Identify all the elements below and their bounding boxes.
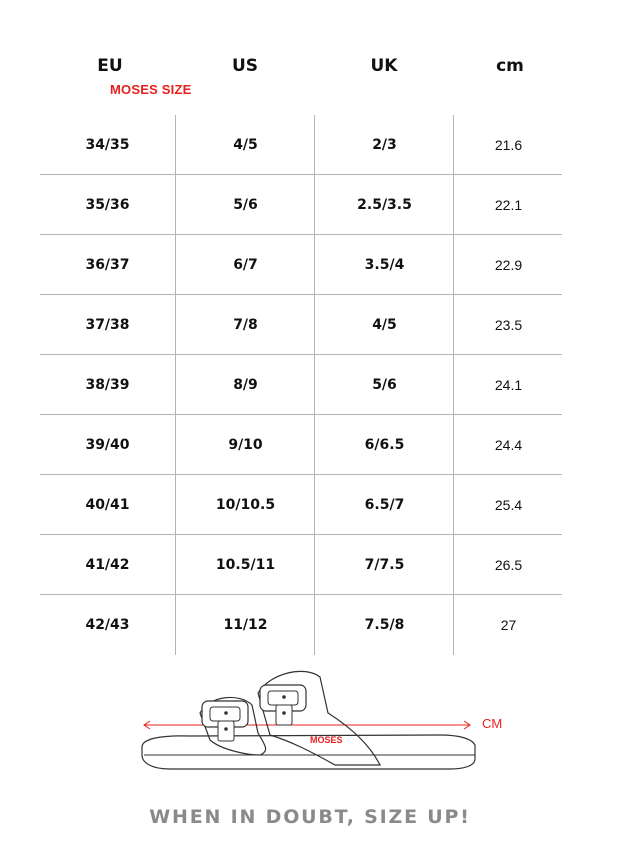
cell-eu: 36/37 (85, 256, 130, 273)
cell-uk: 4/5 (314, 295, 454, 354)
table-row (40, 595, 562, 655)
cell-cm: 22.9 (453, 235, 563, 294)
cell-eu: 38/39 (85, 376, 130, 393)
cell-us: 5/6 (175, 175, 315, 234)
cell-uk: 2.5/3.5 (314, 175, 454, 234)
cell-us: 7/8 (175, 295, 315, 354)
cell-cm: 24.1 (453, 355, 563, 414)
cell-eu: 42/43 (85, 617, 130, 633)
header-uk: UK (370, 56, 398, 76)
table-row (40, 115, 562, 175)
size-advice-note: WHEN IN DOUBT, SIZE UP! (149, 806, 471, 828)
table-row (40, 355, 562, 415)
moses-brand-mark: MOSES (310, 735, 343, 745)
cell-uk: 7.5/8 (314, 595, 454, 655)
cell-uk: 6.5/7 (314, 475, 454, 534)
table-row (40, 475, 562, 535)
cell-eu: 34/35 (85, 136, 130, 153)
table-row (40, 295, 562, 355)
table-row (40, 175, 562, 235)
cell-cm: 27 (453, 595, 563, 655)
cell-us: 10.5/11 (175, 535, 315, 594)
cell-cm: 23.5 (453, 295, 563, 354)
cell-us: 9/10 (175, 415, 315, 474)
sandal-icon (130, 655, 510, 785)
moses-size-subtitle: MOSES SIZE (110, 82, 192, 97)
size-table (40, 115, 562, 655)
cell-cm: 26.5 (453, 535, 563, 594)
header-us: US (231, 56, 259, 76)
cell-uk: 5/6 (314, 355, 454, 414)
cell-us: 10/10.5 (175, 475, 315, 534)
cell-cm: 24.4 (453, 415, 563, 474)
cell-eu: 41/42 (85, 556, 130, 573)
cell-us: 11/12 (175, 595, 315, 655)
cell-eu: 39/40 (85, 436, 130, 453)
cell-uk: 6/6.5 (314, 415, 454, 474)
cell-uk: 3.5/4 (314, 235, 454, 294)
cell-us: 6/7 (175, 235, 315, 294)
cell-eu: 40/41 (85, 496, 130, 513)
table-row (40, 415, 562, 475)
cell-eu: 35/36 (85, 196, 130, 213)
cell-uk: 2/3 (314, 115, 454, 174)
cm-measure-label: CM (482, 716, 503, 731)
cell-cm: 25.4 (453, 475, 563, 534)
table-row (40, 535, 562, 595)
table-row (40, 235, 562, 295)
cell-eu: 37/38 (85, 316, 130, 333)
header-eu: EU (97, 56, 123, 76)
cell-cm: 22.1 (453, 175, 563, 234)
cell-cm: 21.6 (453, 115, 563, 174)
cell-us: 8/9 (175, 355, 315, 414)
size-chart-header (40, 52, 580, 102)
cell-us: 4/5 (175, 115, 315, 174)
cell-uk: 7/7.5 (314, 535, 454, 594)
header-cm: cm (496, 56, 524, 76)
